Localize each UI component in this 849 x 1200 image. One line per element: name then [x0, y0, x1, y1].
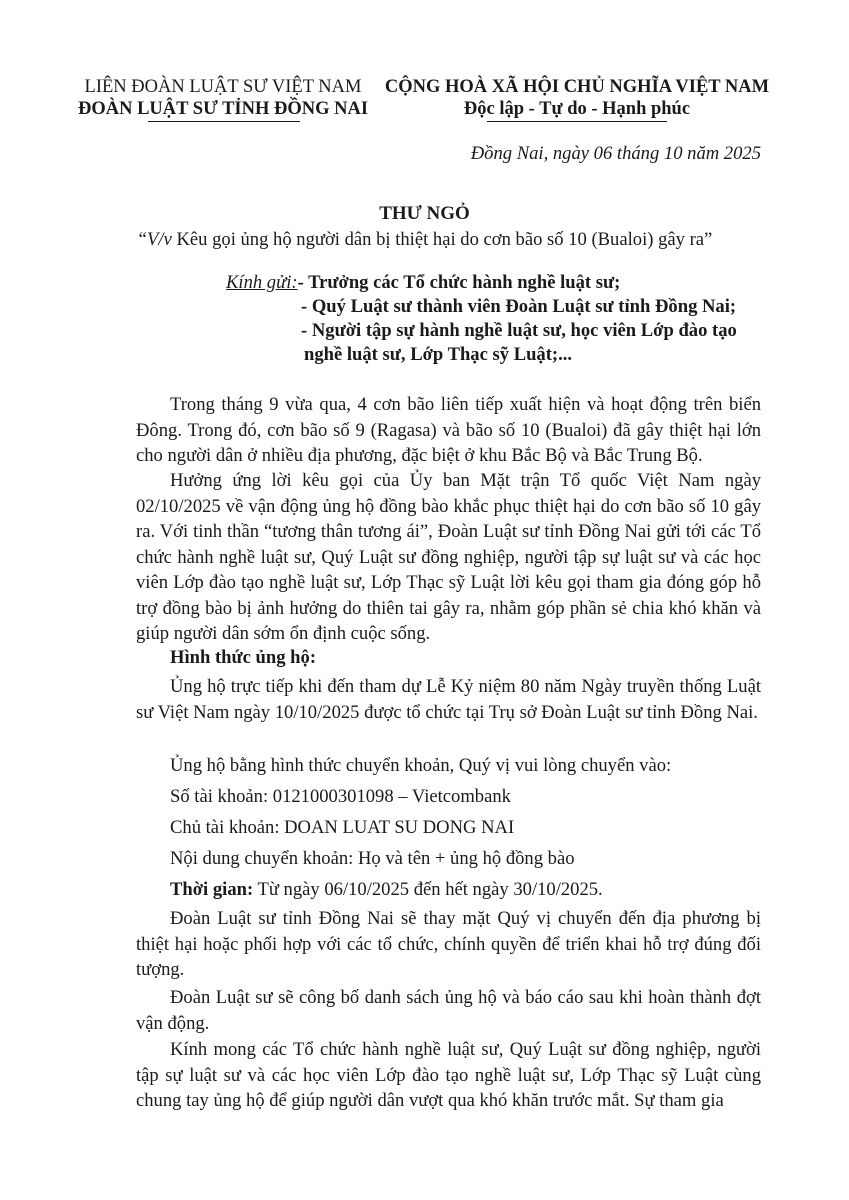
subject-prefix: “V/v	[136, 229, 172, 250]
date-line: Đồng Nai, ngày 06 tháng 10 năm 2025	[470, 143, 761, 164]
letter-title: THƯ NGỎ	[379, 203, 470, 224]
time-text: Từ ngày 06/10/2025 đến hết ngày 30/10/2025.	[253, 879, 603, 900]
support-heading: Hình thức ủng hộ:	[170, 647, 317, 668]
paragraph-1: Trong tháng 9 vừa qua, 4 cơn bão liên tiếp xuất hiện và hoạt động trên biển Đông. Trong đó, cơn bão số 9 (Ragasa) và bão số 10 (Bualoi) đã gây thiệt hại lớn cho người dân ở nhiều địa phương, đặc biệt ở khu Bắc Bộ và Bắc Trung Bộ.	[136, 394, 761, 466]
paragraph-4: Ủng hộ bằng hình thức chuyển khoản, Quý vị vui lòng chuyển vào:	[170, 755, 672, 776]
left-header-underline	[148, 121, 300, 122]
bar-association-name: ĐOÀN LUẬT SƯ TỈNH ĐỒNG NAI	[78, 99, 369, 119]
time-label: Thời gian:	[170, 879, 254, 900]
federation-name: LIÊN ĐOÀN LUẬT SƯ VIỆT NAM	[84, 77, 362, 97]
national-motto: Độc lập - Tự do - Hạnh phúc	[463, 99, 691, 119]
recipients-label: Kính gửi:	[226, 272, 298, 293]
account-number: Số tài khoản: 0121000301098 – Vietcombank	[170, 786, 511, 807]
paragraph-7: Kính mong các Tổ chức hành nghề luật sư, Quý Luật sư đồng nghiệp, người tập sự luật sư và các học viên Lớp đào tạo nghề luật sư, Lớp Thạc sỹ Luật cùng chung tay ủng hộ để giúp người dân vượt qua khó khăn trước mắt. Sự tham gia	[136, 1039, 761, 1111]
paragraph-6: Đoàn Luật sư sẽ công bố danh sách ủng hộ và báo cáo sau khi hoàn thành đợt vận động.	[136, 987, 761, 1034]
recipient-4: nghề luật sư, Lớp Thạc sỹ Luật;...	[304, 344, 573, 365]
recipient-2: - Quý Luật sư thành viên Đoàn Luật sư tỉnh Đồng Nai;	[301, 296, 737, 317]
recipient-1: - Trưởng các Tổ chức hành nghề luật sư;	[297, 272, 621, 293]
letter-subject	[0, 229, 849, 251]
paragraph-3: Ủng hộ trực tiếp khi đến tham dự Lễ Kỷ niệm 80 năm Ngày truyền thống Luật sư Việt Nam ngày 10/10/2025 được tổ chức tại Trụ sở Đoàn Luật sư tỉnh Đồng Nai.	[136, 676, 761, 723]
account-holder: Chủ tài khoản: DOAN LUAT SU DONG NAI	[170, 817, 515, 838]
paragraph-2: Hưởng ứng lời kêu gọi của Ủy ban Mặt trận Tổ quốc Việt Nam ngày 02/10/2025 về vận động ủng hộ đồng bào khắc phục thiệt hại do cơn bão số 10 gây ra. Với tinh thần “tương thân tương ái”, Đoàn Luật sư tỉnh Đồng Nai gửi tới các Tổ chức hành nghề luật sư, Quý Luật sư đồng nghiệp, người tập sự luật sư và các học viên Lớp đào tạo nghề luật sư, Lớp Thạc sỹ Luật lời kêu gọi tham gia đóng góp hỗ trợ đồng bào bị ảnh hưởng do thiên tai gây ra, nhằm góp phần sẻ chia khó khăn và giúp người dân sớm ổn định cuộc sống.	[136, 470, 761, 644]
recipient-line-1	[226, 270, 620, 295]
national-name: CỘNG HOÀ XÃ HỘI CHỦ NGHĨA VIỆT NAM	[384, 77, 770, 97]
subject-text: Kêu gọi ủng hộ người dân bị thiệt hại do cơn bão số 10 (Bualoi) gây ra”	[171, 229, 713, 250]
recipient-3: - Người tập sự hành nghề luật sư, học viên Lớp đào tạo	[301, 320, 737, 341]
right-header-underline	[487, 121, 667, 122]
transfer-content: Nội dung chuyển khoản: Họ và tên + ủng hộ đồng bào	[170, 848, 575, 869]
paragraph-5: Đoàn Luật sư tỉnh Đồng Nai sẽ thay mặt Quý vị chuyển đến địa phương bị thiệt hại hoặc phối hợp với các tổ chức, chính quyền để triển khai hỗ trợ đúng đối tượng.	[136, 908, 761, 980]
time-line	[170, 877, 603, 902]
